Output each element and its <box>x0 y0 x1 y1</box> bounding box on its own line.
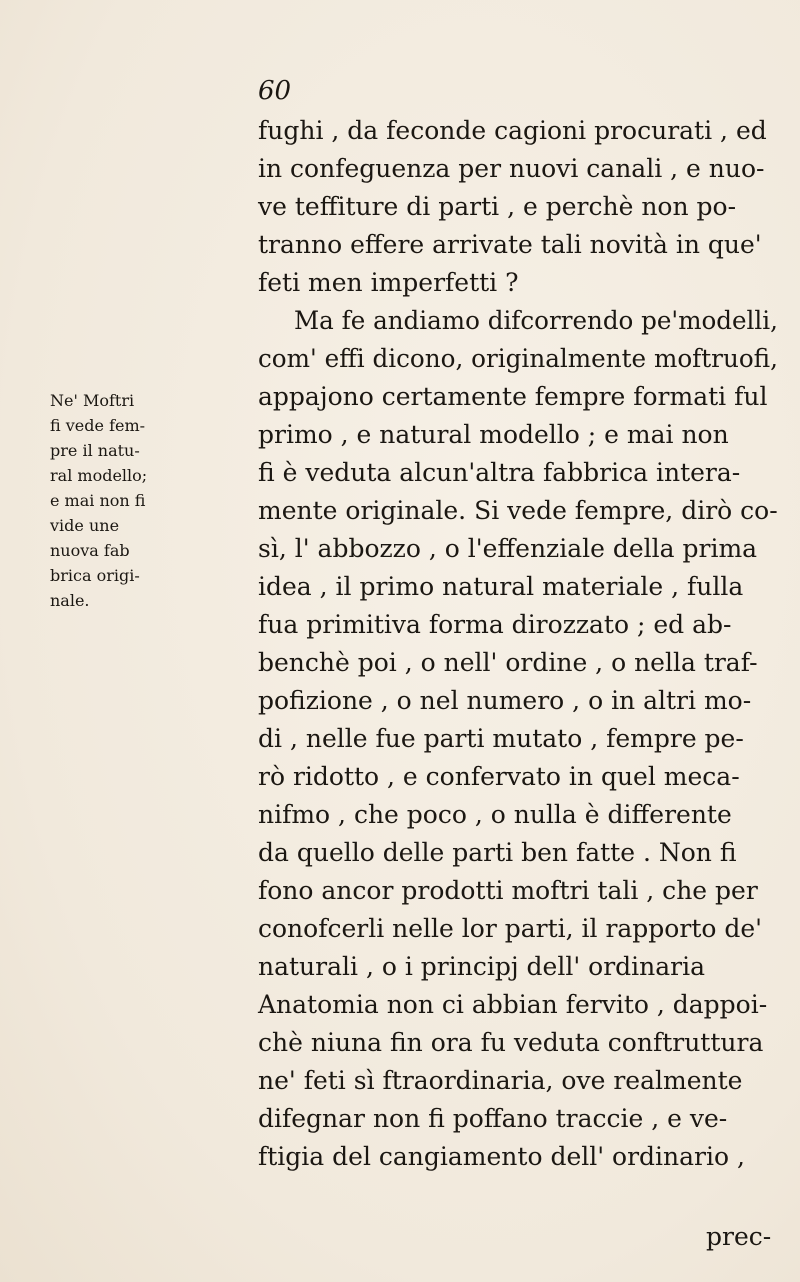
text-line: com' effi dicono, originalmente moftruofi, <box>258 344 778 373</box>
text-line: naturali , o i principj dell' ordinaria <box>258 952 705 981</box>
margin-note-line: nuova fab <box>50 541 130 560</box>
text-line: benchè poi , o nell' ordine , o nella traf- <box>258 648 758 677</box>
text-line: conofcerli nelle lor parti, il rapporto de' <box>258 914 763 943</box>
text-line: primo , e natural modello ; e mai non <box>258 420 729 449</box>
margin-note-line: brica origi- <box>50 566 140 585</box>
text-line: mente originale. Si vede fempre, dirò co- <box>258 496 778 525</box>
text-line: fua primitiva forma dirozzato ; ed ab- <box>258 610 732 639</box>
text-line: ftigia del cangiamento dell' ordinario , <box>258 1142 745 1171</box>
margin-note-line: vide une <box>50 516 120 535</box>
margin-note-line: ral modello; <box>50 466 148 485</box>
text-line: di , nelle fue parti mutato , fempre pe- <box>258 724 744 753</box>
page-number: 60 <box>258 76 292 106</box>
text-line: idea , il primo natural materiale , fulla <box>258 572 744 601</box>
margin-note-line: e mai non fi <box>50 491 146 510</box>
text-line: Ma fe andiamo difcorrendo pe'modelli, <box>294 306 778 335</box>
text-line: sì, l' abbozzo , o l'effenziale della prima <box>258 534 758 563</box>
text-line: in confeguenza per nuovi canali , e nuo- <box>258 154 765 183</box>
text-line: ne' feti sì ftraordinaria, ove realmente <box>258 1066 743 1095</box>
body-text <box>258 112 778 1176</box>
text-line: rò ridotto , e confervato in quel meca- <box>258 762 740 791</box>
text-line: appajono certamente fempre formati ful <box>258 382 768 411</box>
text-line: pofizione , o nel numero , o in altri mo- <box>258 686 752 715</box>
margin-note-line: fi vede fem- <box>50 416 146 435</box>
margin-note-line: Ne' Moftri <box>50 391 135 410</box>
text-line: feti men imperfetti ? <box>258 268 519 297</box>
text-line: fi è veduta alcun'altra fabbrica intera- <box>258 458 741 487</box>
margin-note-line: nale. <box>50 591 90 610</box>
text-line: fughi , da feconde cagioni procurati , ed <box>258 116 767 145</box>
text-line: Anatomia non ci abbian fervito , dappoi- <box>258 990 768 1019</box>
text-line: tranno effere arrivate tali novità in que' <box>258 230 762 259</box>
catchword: prec- <box>706 1222 772 1251</box>
margin-note <box>50 388 160 613</box>
text-line: chè niuna fin ora fu veduta conftruttura <box>258 1028 764 1057</box>
text-line: difegnar non fi poffano traccie , e ve- <box>258 1104 728 1133</box>
text-line: da quello delle parti ben fatte . Non fi <box>258 838 737 867</box>
margin-note-line: pre il natu- <box>50 441 140 460</box>
text-line: fono ancor prodotti moftri tali , che per <box>258 876 758 905</box>
text-line: nifmo , che poco , o nulla è differente <box>258 800 732 829</box>
text-line: ve teffiture di parti , e perchè non po- <box>258 192 737 221</box>
